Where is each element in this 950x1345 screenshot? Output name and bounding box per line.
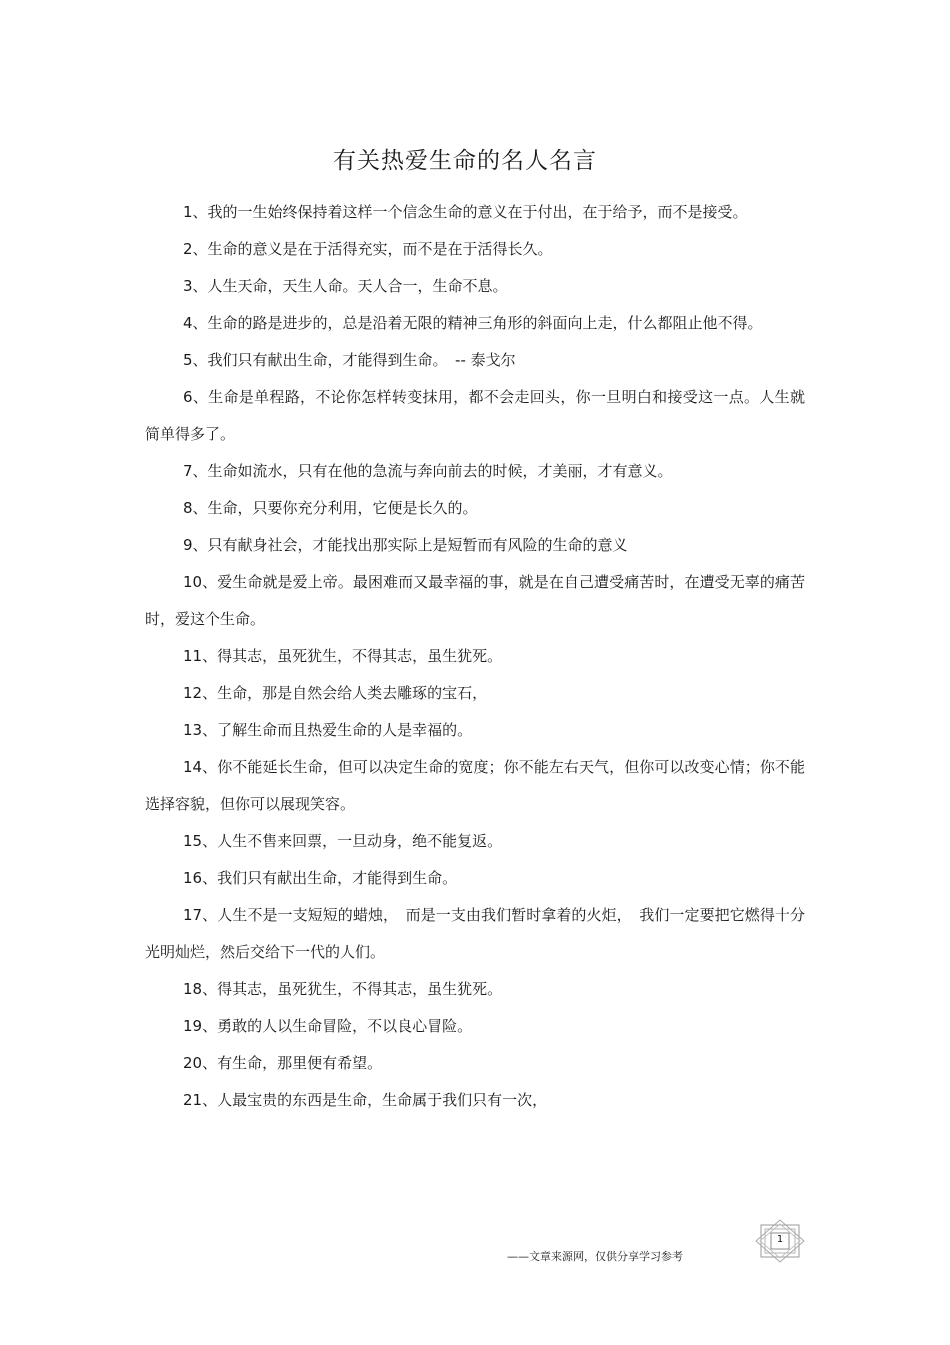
- list-item: 14、你不能延长生命，但可以决定生命的宽度；你不能左右天气，但你可以改变心情；你不能选择容貌，但你可以展现笑容。: [145, 758, 805, 813]
- list-item: 16、我们只有献出生命，才能得到生命。: [183, 869, 458, 887]
- source-note: ——文章来源网，仅供分享学习参考: [507, 1250, 683, 1263]
- list-item: 9、只有献身社会，才能找出那实际上是短暂而有风险的生命的意义: [183, 536, 628, 554]
- list-item: 3、人生天命，天生人命。天人合一，生命不息。: [183, 277, 508, 295]
- page-number: 1: [776, 1234, 784, 1245]
- list-item: 7、生命如流水，只有在他的急流与奔向前去的时候，才美丽，才有意义。: [183, 462, 673, 480]
- list-item: 10、爱生命就是爱上帝。最困难而又最幸福的事，就是在自己遭受痛苦时，在遭受无辜的痛苦时，爱这个生命。: [145, 573, 805, 628]
- list-item: 13、了解生命而且热爱生命的人是幸福的。: [183, 721, 473, 739]
- list-item: 2、生命的意义是在于活得充实，而不是在于活得长久。: [183, 240, 553, 258]
- list-item: 4、生命的路是进步的，总是沿着无限的精神三角形的斜面向上走，什么都阻止他不得。: [183, 314, 763, 332]
- list-item: 11、得其志，虽死犹生，不得其志，虽生犹死。: [183, 647, 503, 665]
- list-item: 19、勇敢的人以生命冒险，不以良心冒险。: [183, 1017, 473, 1035]
- list-item: 20、有生命，那里便有希望。: [183, 1054, 383, 1072]
- list-item: 21、人最宝贵的东西是生命，生命属于我们只有一次，: [183, 1091, 548, 1109]
- quote-list: [145, 194, 805, 1119]
- list-item: 1、我的一生始终保持着这样一个信念生命的意义在于付出，在于给予，而不是接受。: [183, 203, 748, 221]
- page-number-badge: [754, 1219, 806, 1263]
- list-item: 18、得其志，虽死犹生，不得其志，虽生犹死。: [183, 980, 503, 998]
- page-title: 有关热爱生命的名人名言: [333, 148, 597, 174]
- list-item: 15、人生不售来回票，一旦动身，绝不能复返。: [183, 832, 503, 850]
- list-item: 5、我们只有献出生命，才能得到生命。 -- 泰戈尔: [183, 351, 516, 369]
- list-item: 17、人生不是一支短短的蜡烛， 而是一支由我们暂时拿着的火炬， 我们一定要把它燃得十分光明灿烂，然后交给下一代的人们。: [145, 906, 805, 961]
- list-item: 12、生命，那是自然会给人类去雕琢的宝石，: [183, 684, 488, 702]
- list-item: 6、生命是单程路，不论你怎样转变抹用，都不会走回头，你一旦明白和接受这一点。人生就简单得多了。: [145, 388, 805, 443]
- list-item: 8、生命，只要你充分利用，它便是长久的。: [183, 499, 478, 517]
